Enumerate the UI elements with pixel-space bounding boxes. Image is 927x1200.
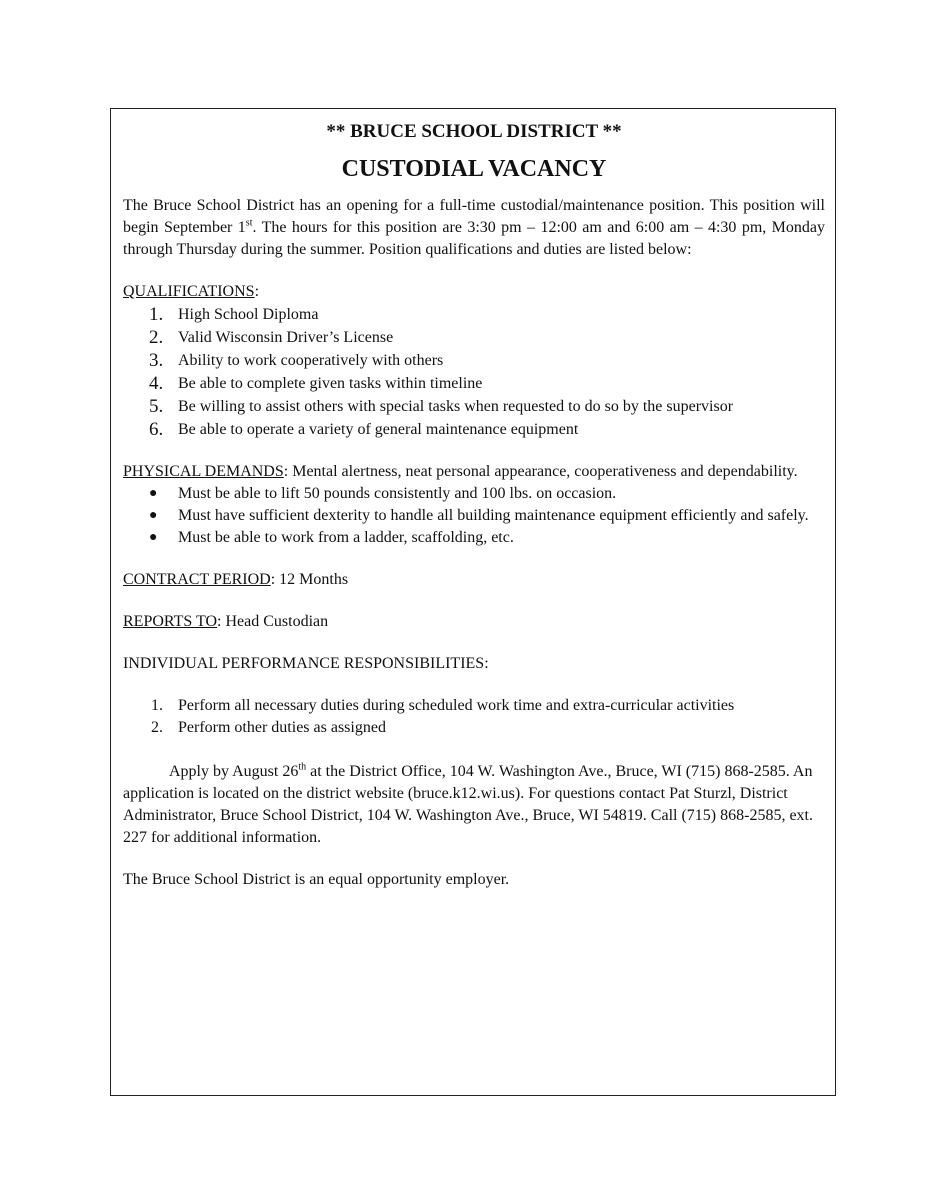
list-item: 6. Be able to operate a variety of general maintenance equipment bbox=[149, 419, 579, 440]
responsibilities-heading: INDIVIDUAL PERFORMANCE RESPONSIBILITIES: bbox=[123, 655, 489, 672]
qualifications-list bbox=[123, 303, 825, 441]
contract-period: CONTRACT PERIOD: 12 Months bbox=[123, 571, 349, 588]
notice-frame bbox=[110, 108, 836, 1096]
list-item: 5. Be willing to assist others with special tasks when requested to do so by the supervisor bbox=[149, 396, 734, 417]
intro-paragraph: The Bruce School District has an opening for a full-time custodial/maintenance position. This position will begin September 1st. The hours for this position are 3:30 pm – 12:00 am and 6:00 am – 4:30 pm, Monday through Thursday during the summer. Position qualifications and duties are listed below: bbox=[123, 197, 826, 258]
list-item: 4. Be able to complete given tasks within timeline bbox=[149, 373, 483, 394]
bullet-icon: ● bbox=[149, 508, 158, 523]
list-item: 2. Perform other duties as assigned bbox=[151, 719, 386, 736]
list-item: 1. High School Diploma bbox=[149, 304, 319, 325]
physical-demands-heading: PHYSICAL DEMANDS: Mental alertness, neat personal appearance, cooperativeness and dependability. bbox=[123, 463, 798, 480]
list-item: ● Must have sufficient dexterity to handle all building maintenance equipment efficiently and safely. bbox=[123, 505, 825, 527]
list-item: 2. Valid Wisconsin Driver’s License bbox=[149, 327, 394, 348]
qualifications-heading: QUALIFICATIONS: bbox=[123, 283, 260, 300]
district-heading: ** BRUCE SCHOOL DISTRICT ** bbox=[326, 121, 622, 142]
reports-to: REPORTS TO: Head Custodian bbox=[123, 613, 329, 630]
qualifications-section bbox=[123, 281, 825, 441]
list-item: ● Must be able to work from a ladder, scaffolding, etc. bbox=[123, 527, 825, 549]
list-item: 1. Perform all necessary duties during scheduled work time and extra-curricular activities bbox=[151, 697, 735, 714]
physical-demands-list bbox=[123, 483, 825, 549]
notice-content bbox=[123, 117, 825, 891]
equal-opportunity-statement: The Bruce School District is an equal opportunity employer. bbox=[123, 871, 510, 888]
responsibilities-list bbox=[123, 695, 825, 739]
list-item: 3. Ability to work cooperatively with others bbox=[149, 350, 444, 371]
physical-demands-section bbox=[123, 461, 825, 549]
list-item: ● Must be able to lift 50 pounds consistently and 100 lbs. on occasion. bbox=[123, 483, 825, 505]
bullet-icon: ● bbox=[149, 530, 158, 545]
vacancy-title: CUSTODIAL VACANCY bbox=[341, 156, 607, 182]
bullet-icon: ● bbox=[149, 486, 158, 501]
apply-paragraph: Apply by August 26th at the District Office, 104 W. Washington Ave., Bruce, WI (715) 868-2585. An application is located on the district website (bruce.k12.wi.us). For questions contact Pat Sturzl, District Administrator, Bruce School District, 104 W. Washington Ave., Bruce, WI 54819. Call (715) 868-2585, ext. 227 for additional information. bbox=[123, 761, 813, 846]
